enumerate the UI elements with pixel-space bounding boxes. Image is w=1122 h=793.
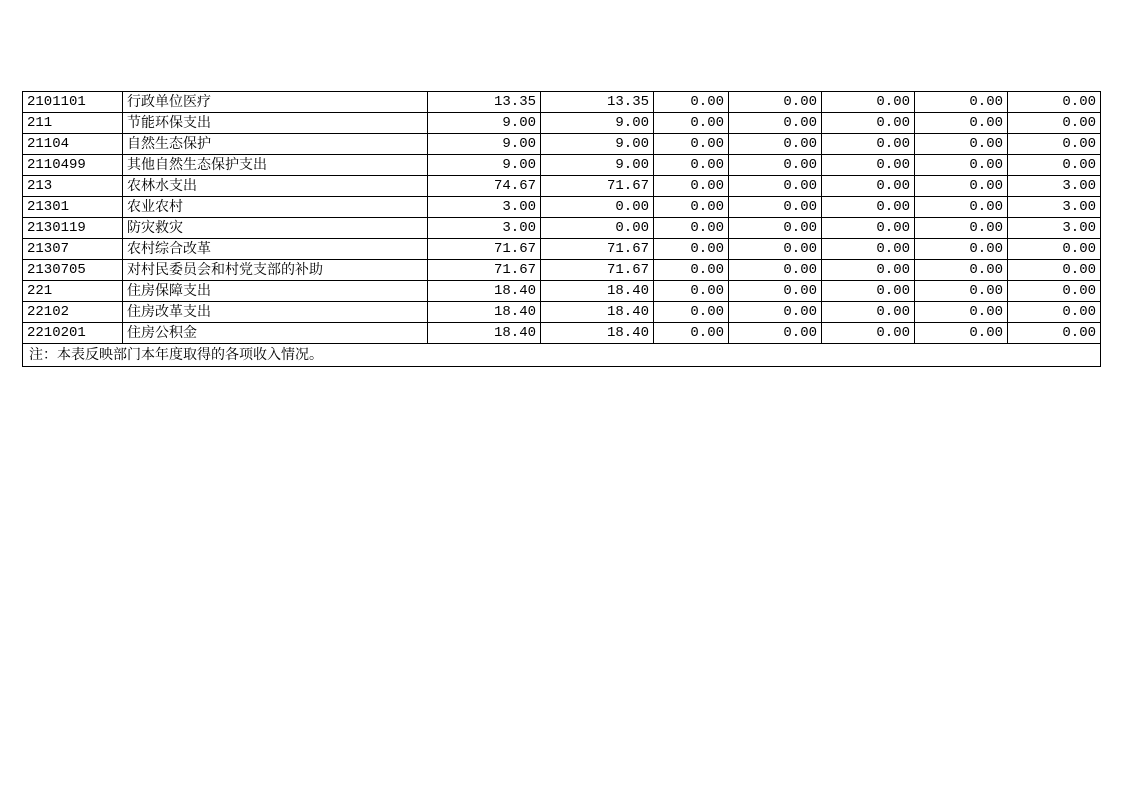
row-value: 0.00 xyxy=(822,281,915,302)
table-row xyxy=(23,218,1101,239)
row-value: 0.00 xyxy=(822,218,915,239)
row-value: 18.40 xyxy=(541,281,654,302)
row-name: 其他自然生态保护支出 xyxy=(123,155,428,176)
row-code: 2210201 xyxy=(23,323,123,344)
row-value: 0.00 xyxy=(822,260,915,281)
row-value: 0.00 xyxy=(915,260,1008,281)
row-value: 3.00 xyxy=(428,218,541,239)
row-value: 9.00 xyxy=(428,155,541,176)
row-value: 0.00 xyxy=(915,197,1008,218)
row-name: 节能环保支出 xyxy=(123,113,428,134)
row-value: 9.00 xyxy=(541,113,654,134)
row-value: 0.00 xyxy=(1008,323,1101,344)
row-value: 0.00 xyxy=(915,176,1008,197)
table-row xyxy=(23,260,1101,281)
row-code: 211 xyxy=(23,113,123,134)
row-value: 0.00 xyxy=(915,323,1008,344)
row-name: 农村综合改革 xyxy=(123,239,428,260)
row-value: 0.00 xyxy=(1008,113,1101,134)
row-value: 3.00 xyxy=(1008,197,1101,218)
row-value: 71.67 xyxy=(541,176,654,197)
row-value: 9.00 xyxy=(541,134,654,155)
table-row xyxy=(23,302,1101,323)
row-value: 0.00 xyxy=(915,92,1008,113)
row-name: 防灾救灾 xyxy=(123,218,428,239)
budget-table-body xyxy=(23,92,1101,367)
row-code: 221 xyxy=(23,281,123,302)
table-note: 注：本表反映部门本年度取得的各项收入情况。 xyxy=(23,344,1101,367)
row-value: 0.00 xyxy=(915,113,1008,134)
row-value: 0.00 xyxy=(729,281,822,302)
row-name: 农林水支出 xyxy=(123,176,428,197)
row-value: 0.00 xyxy=(541,197,654,218)
row-value: 0.00 xyxy=(729,260,822,281)
row-value: 0.00 xyxy=(654,113,729,134)
row-value: 0.00 xyxy=(1008,281,1101,302)
row-value: 0.00 xyxy=(729,155,822,176)
row-value: 0.00 xyxy=(915,155,1008,176)
row-value: 0.00 xyxy=(1008,134,1101,155)
row-value: 0.00 xyxy=(729,134,822,155)
row-name: 对村民委员会和村党支部的补助 xyxy=(123,260,428,281)
row-code: 22102 xyxy=(23,302,123,323)
row-value: 0.00 xyxy=(654,302,729,323)
row-value: 0.00 xyxy=(654,260,729,281)
row-value: 3.00 xyxy=(1008,218,1101,239)
row-value: 71.67 xyxy=(541,239,654,260)
table-row xyxy=(23,197,1101,218)
row-value: 0.00 xyxy=(915,302,1008,323)
row-code: 2110499 xyxy=(23,155,123,176)
row-value: 3.00 xyxy=(428,197,541,218)
row-code: 21104 xyxy=(23,134,123,155)
row-value: 0.00 xyxy=(822,302,915,323)
table-note-row xyxy=(23,344,1101,367)
row-value: 74.67 xyxy=(428,176,541,197)
row-value: 0.00 xyxy=(1008,155,1101,176)
table-row xyxy=(23,323,1101,344)
row-value: 9.00 xyxy=(428,113,541,134)
table-row xyxy=(23,281,1101,302)
row-code: 2130119 xyxy=(23,218,123,239)
row-value: 0.00 xyxy=(654,155,729,176)
row-value: 0.00 xyxy=(729,323,822,344)
budget-table xyxy=(22,91,1101,367)
row-value: 13.35 xyxy=(428,92,541,113)
row-value: 9.00 xyxy=(541,155,654,176)
row-value: 0.00 xyxy=(654,176,729,197)
row-name: 住房公积金 xyxy=(123,323,428,344)
table-row xyxy=(23,155,1101,176)
row-value: 0.00 xyxy=(729,218,822,239)
row-value: 0.00 xyxy=(822,239,915,260)
row-value: 0.00 xyxy=(729,113,822,134)
row-value: 0.00 xyxy=(654,134,729,155)
row-value: 71.67 xyxy=(428,260,541,281)
row-value: 0.00 xyxy=(1008,302,1101,323)
row-value: 18.40 xyxy=(428,281,541,302)
row-value: 0.00 xyxy=(729,92,822,113)
row-code: 21307 xyxy=(23,239,123,260)
row-value: 0.00 xyxy=(822,155,915,176)
row-value: 0.00 xyxy=(915,281,1008,302)
row-value: 0.00 xyxy=(915,218,1008,239)
row-name: 行政单位医疗 xyxy=(123,92,428,113)
row-value: 0.00 xyxy=(915,134,1008,155)
row-name: 农业农村 xyxy=(123,197,428,218)
row-value: 3.00 xyxy=(1008,176,1101,197)
row-value: 0.00 xyxy=(654,92,729,113)
row-value: 0.00 xyxy=(822,113,915,134)
row-name: 住房改革支出 xyxy=(123,302,428,323)
row-value: 71.67 xyxy=(428,239,541,260)
row-value: 71.67 xyxy=(541,260,654,281)
row-value: 0.00 xyxy=(822,323,915,344)
table-row xyxy=(23,134,1101,155)
row-code: 21301 xyxy=(23,197,123,218)
row-value: 0.00 xyxy=(1008,239,1101,260)
row-code: 213 xyxy=(23,176,123,197)
row-value: 13.35 xyxy=(541,92,654,113)
row-code: 2101101 xyxy=(23,92,123,113)
row-value: 0.00 xyxy=(729,176,822,197)
row-value: 0.00 xyxy=(822,176,915,197)
table-row xyxy=(23,92,1101,113)
row-value: 0.00 xyxy=(654,218,729,239)
row-value: 0.00 xyxy=(729,302,822,323)
row-value: 18.40 xyxy=(428,302,541,323)
row-value: 0.00 xyxy=(1008,260,1101,281)
row-value: 0.00 xyxy=(1008,92,1101,113)
row-value: 0.00 xyxy=(729,197,822,218)
row-value: 0.00 xyxy=(822,92,915,113)
row-value: 0.00 xyxy=(654,281,729,302)
row-value: 0.00 xyxy=(541,218,654,239)
row-value: 18.40 xyxy=(428,323,541,344)
row-value: 0.00 xyxy=(654,323,729,344)
row-value: 18.40 xyxy=(541,302,654,323)
row-value: 9.00 xyxy=(428,134,541,155)
budget-table-container xyxy=(22,91,1100,367)
row-value: 0.00 xyxy=(654,239,729,260)
table-row xyxy=(23,176,1101,197)
row-name: 自然生态保护 xyxy=(123,134,428,155)
row-code: 2130705 xyxy=(23,260,123,281)
table-row xyxy=(23,113,1101,134)
table-row xyxy=(23,239,1101,260)
row-value: 18.40 xyxy=(541,323,654,344)
row-value: 0.00 xyxy=(822,134,915,155)
row-value: 0.00 xyxy=(822,197,915,218)
row-value: 0.00 xyxy=(915,239,1008,260)
row-name: 住房保障支出 xyxy=(123,281,428,302)
row-value: 0.00 xyxy=(729,239,822,260)
row-value: 0.00 xyxy=(654,197,729,218)
